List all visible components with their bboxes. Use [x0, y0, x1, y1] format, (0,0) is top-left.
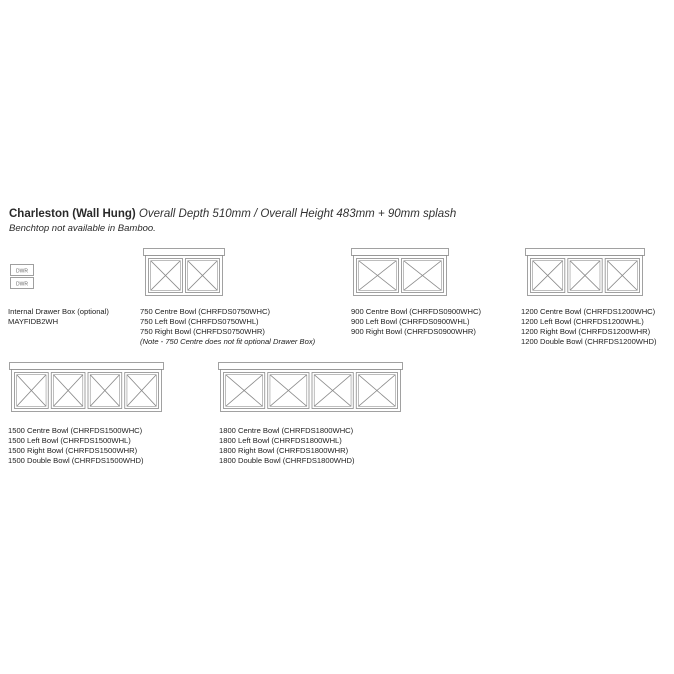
caption-line: 900 Centre Bowl (CHRFDS0900WHC) [351, 307, 481, 316]
caption-1200 [521, 307, 656, 347]
benchtop [144, 249, 225, 256]
caption-line: 1500 Right Bowl (CHRFDS1500WHR) [8, 446, 138, 455]
drawer-label-top: DWR [16, 268, 28, 275]
caption-line: 900 Right Bowl (CHRFDS0900WHR) [351, 327, 476, 336]
caption-line: 1800 Double Bowl (CHRFDS1800WHD) [219, 456, 355, 465]
caption-line: 1500 Centre Bowl (CHRFDS1500WHC) [8, 426, 143, 435]
caption-line: 1800 Centre Bowl (CHRFDS1800WHC) [219, 426, 354, 435]
drawer-box-drawing [10, 264, 34, 290]
title-dimensions: Overall Depth 510mm / Overall Height 483mm + 90mm splash [138, 208, 457, 220]
benchtop [219, 363, 403, 370]
caption-1800 [219, 426, 354, 466]
page-subtitle: Benchtop not available in Bamboo. [9, 223, 156, 234]
caption-line: 1800 Right Bowl (CHRFDS1800WHR) [219, 446, 349, 455]
caption-line: 1500 Double Bowl (CHRFDS1500WHD) [8, 456, 144, 465]
cabinet-body [146, 256, 223, 296]
benchtop [10, 363, 164, 370]
drawer-label-bottom: DWR [16, 281, 28, 288]
caption-line: 1200 Centre Bowl (CHRFDS1200WHC) [521, 307, 656, 316]
cabinet-body [354, 256, 447, 296]
caption-line: 1200 Double Bowl (CHRFDS1200WHD) [521, 337, 657, 346]
caption-900 [351, 307, 481, 337]
vanity-1500-drawing [9, 362, 164, 412]
benchtop [352, 249, 449, 256]
vanity-750-drawing [143, 248, 225, 296]
vanity-1200-drawing [525, 248, 645, 296]
title-product: Charleston (Wall Hung) [9, 208, 136, 220]
caption-1500 [8, 426, 143, 466]
caption-line: 750 Left Bowl (CHRFDS0750WHL) [140, 317, 259, 326]
caption-line: 1200 Right Bowl (CHRFDS1200WHR) [521, 327, 651, 336]
caption-line: 750 Right Bowl (CHRFDS0750WHR) [140, 327, 265, 336]
page-title [9, 208, 456, 220]
cabinet-body [12, 370, 162, 412]
caption-line: MAYFIDB2WH [8, 317, 59, 326]
caption-line: 1800 Left Bowl (CHRFDS1800WHL) [219, 436, 342, 445]
benchtop [526, 249, 645, 256]
caption-line: 1500 Left Bowl (CHRFDS1500WHL) [8, 436, 131, 445]
cabinet-body [221, 370, 401, 412]
drawer-box-caption [8, 307, 109, 327]
vanity-1800-drawing [218, 362, 403, 412]
caption-note: (Note - 750 Centre does not fit optional Drawer Box) [140, 337, 316, 346]
caption-750 [140, 307, 315, 347]
caption-line: 750 Centre Bowl (CHRFDS0750WHC) [140, 307, 270, 316]
caption-line: Internal Drawer Box (optional) [8, 307, 109, 316]
caption-line: 1200 Left Bowl (CHRFDS1200WHL) [521, 317, 644, 326]
vanity-900-drawing [351, 248, 449, 296]
caption-line: 900 Left Bowl (CHRFDS0900WHL) [351, 317, 470, 326]
